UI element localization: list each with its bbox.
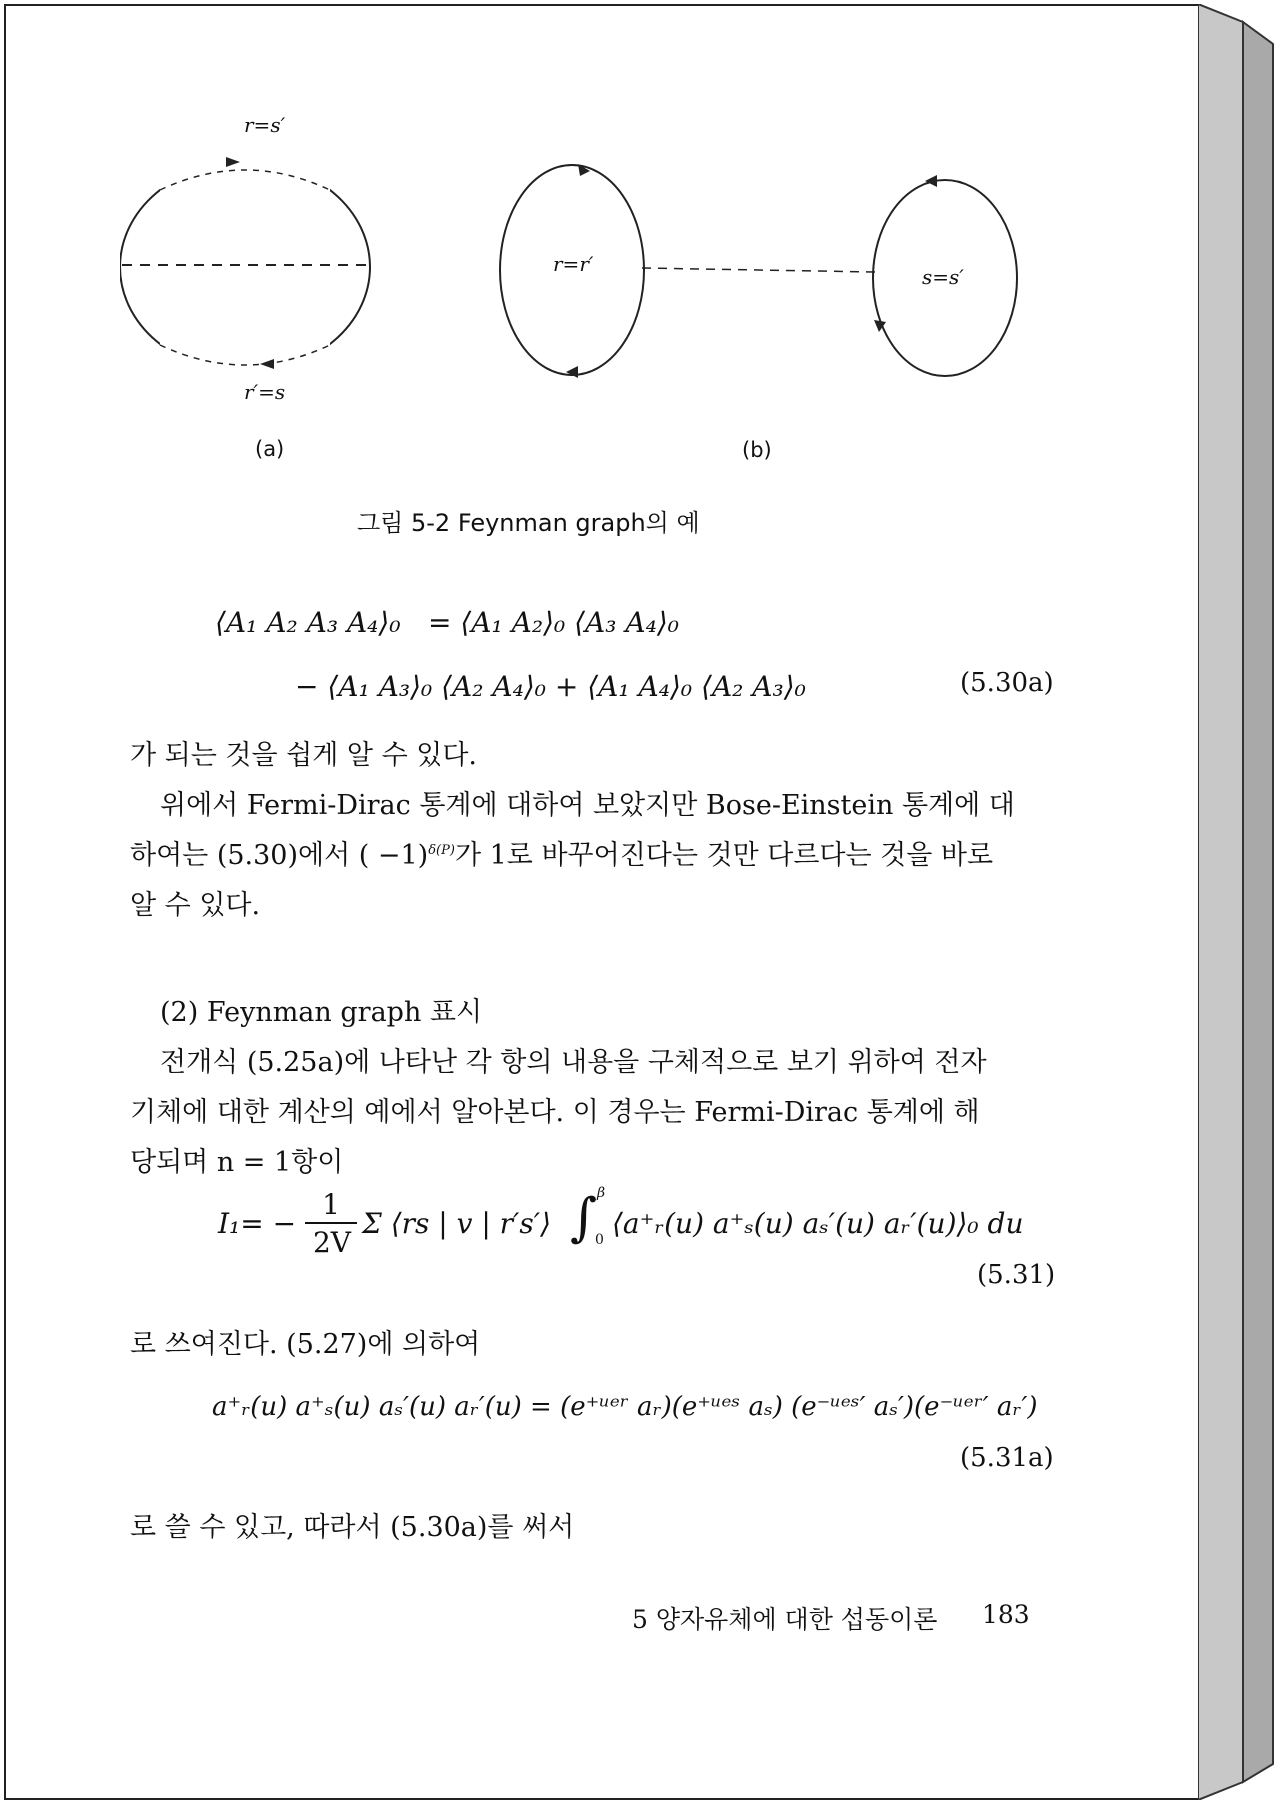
paragraph-2-line-3: 알 수 있다. — [130, 890, 261, 921]
paragraph-3-line-2: 기체에 대한 계산의 예에서 알아본다. 이 경우는 Fermi-Dirac 통계에 해 — [130, 1097, 980, 1128]
paragraph-2-line-1: 위에서 Fermi-Dirac 통계에 대하여 보았지만 Bose-Einstein 통계에 대 — [160, 790, 1015, 821]
eq-531-lhs: I₁= − — [218, 1207, 297, 1240]
paragraph-4: 로 쓰여진다. (5.27)에 의하여 — [130, 1329, 481, 1360]
paragraph-1: 가 되는 것을 쉽게 알 수 있다. — [130, 740, 477, 771]
section-heading: (2) Feynman graph 표시 — [160, 997, 483, 1028]
eq-530a-line2: − ⟨A₁ A₃⟩₀ ⟨A₂ A₄⟩₀ + ⟨A₁ A₄⟩₀ ⟨A₂ A₃⟩₀ — [295, 670, 806, 703]
page-number: 183 — [982, 1600, 1030, 1629]
eq-531-fraction-bar — [305, 1222, 357, 1224]
label-s-eq-s-prime: s=s′ — [922, 265, 964, 289]
paragraph-3-line-3: 당되며 n = 1항이 — [130, 1147, 344, 1178]
eq-531a-body: a⁺ᵣ(u) a⁺ₛ(u) aₛ′(u) aᵣ′(u) = (e⁺ᵘᵉʳ aᵣ)(e⁺ᵘᵉˢ aₛ) (e⁻ᵘᵉˢ′ aₛ′)(e⁻ᵘᵉʳ′ aᵣ′) — [212, 1392, 1038, 1422]
eq-531a-number: (5.31a) — [960, 1443, 1054, 1473]
eq-530a-number: (5.30a) — [960, 668, 1054, 698]
paragraph-2-line-2: 하여는 (5.30)에서 ( −1)$^{\delta(P)}$가 1로 바꾸어진다는 것만 다르다는 것을 바로 — [130, 840, 994, 871]
integral-sign: ∫ — [570, 1188, 598, 1248]
paragraph-3-line-1: 전개식 (5.25a)에 나타난 각 항의 내용을 구체적으로 보기 위하여 전자 — [160, 1047, 987, 1078]
eq-531-fraction-denominator: 2V — [312, 1226, 352, 1259]
label-r-eq-s-prime: r=s′ — [244, 113, 286, 137]
graph-a — [120, 150, 370, 380]
eq-531-upper-limit: β — [597, 1185, 606, 1201]
eq-531-number: (5.31) — [977, 1260, 1056, 1290]
eq-530a-lhs: ⟨A₁ A₂ A₃ A₄⟩₀ — [215, 606, 401, 639]
eq-531-sum-matrix-element: Σ ⟨rs | v | r′s′⟩ — [362, 1207, 552, 1240]
eq-530a-rhs-line1: = ⟨A₁ A₂⟩₀ ⟨A₃ A₄⟩₀ — [428, 606, 679, 639]
running-footer-chapter: 5 양자유체에 대한 섭동이론 — [632, 1605, 938, 1634]
label-r-prime-eq-s: r′=s — [244, 380, 286, 404]
eq-531-integrand: ⟨a⁺ᵣ(u) a⁺ₛ(u) aₛ′(u) aᵣ′(u)⟩₀ du — [612, 1207, 1024, 1240]
subfigure-label-b: (b) — [742, 438, 772, 462]
subfigure-label-a: (a) — [255, 437, 285, 461]
figure-caption: 그림 5-2 Feynman graph의 예 — [357, 509, 700, 537]
eq-531-lower-limit: 0 — [595, 1232, 604, 1248]
page-edge-shadow — [1198, 4, 1278, 1800]
label-r-eq-r-prime: r=r′ — [553, 252, 594, 276]
eq-531-fraction-numerator: 1 — [322, 1188, 340, 1221]
paragraph-5: 로 쓸 수 있고, 따라서 (5.30a)를 써서 — [130, 1512, 575, 1543]
